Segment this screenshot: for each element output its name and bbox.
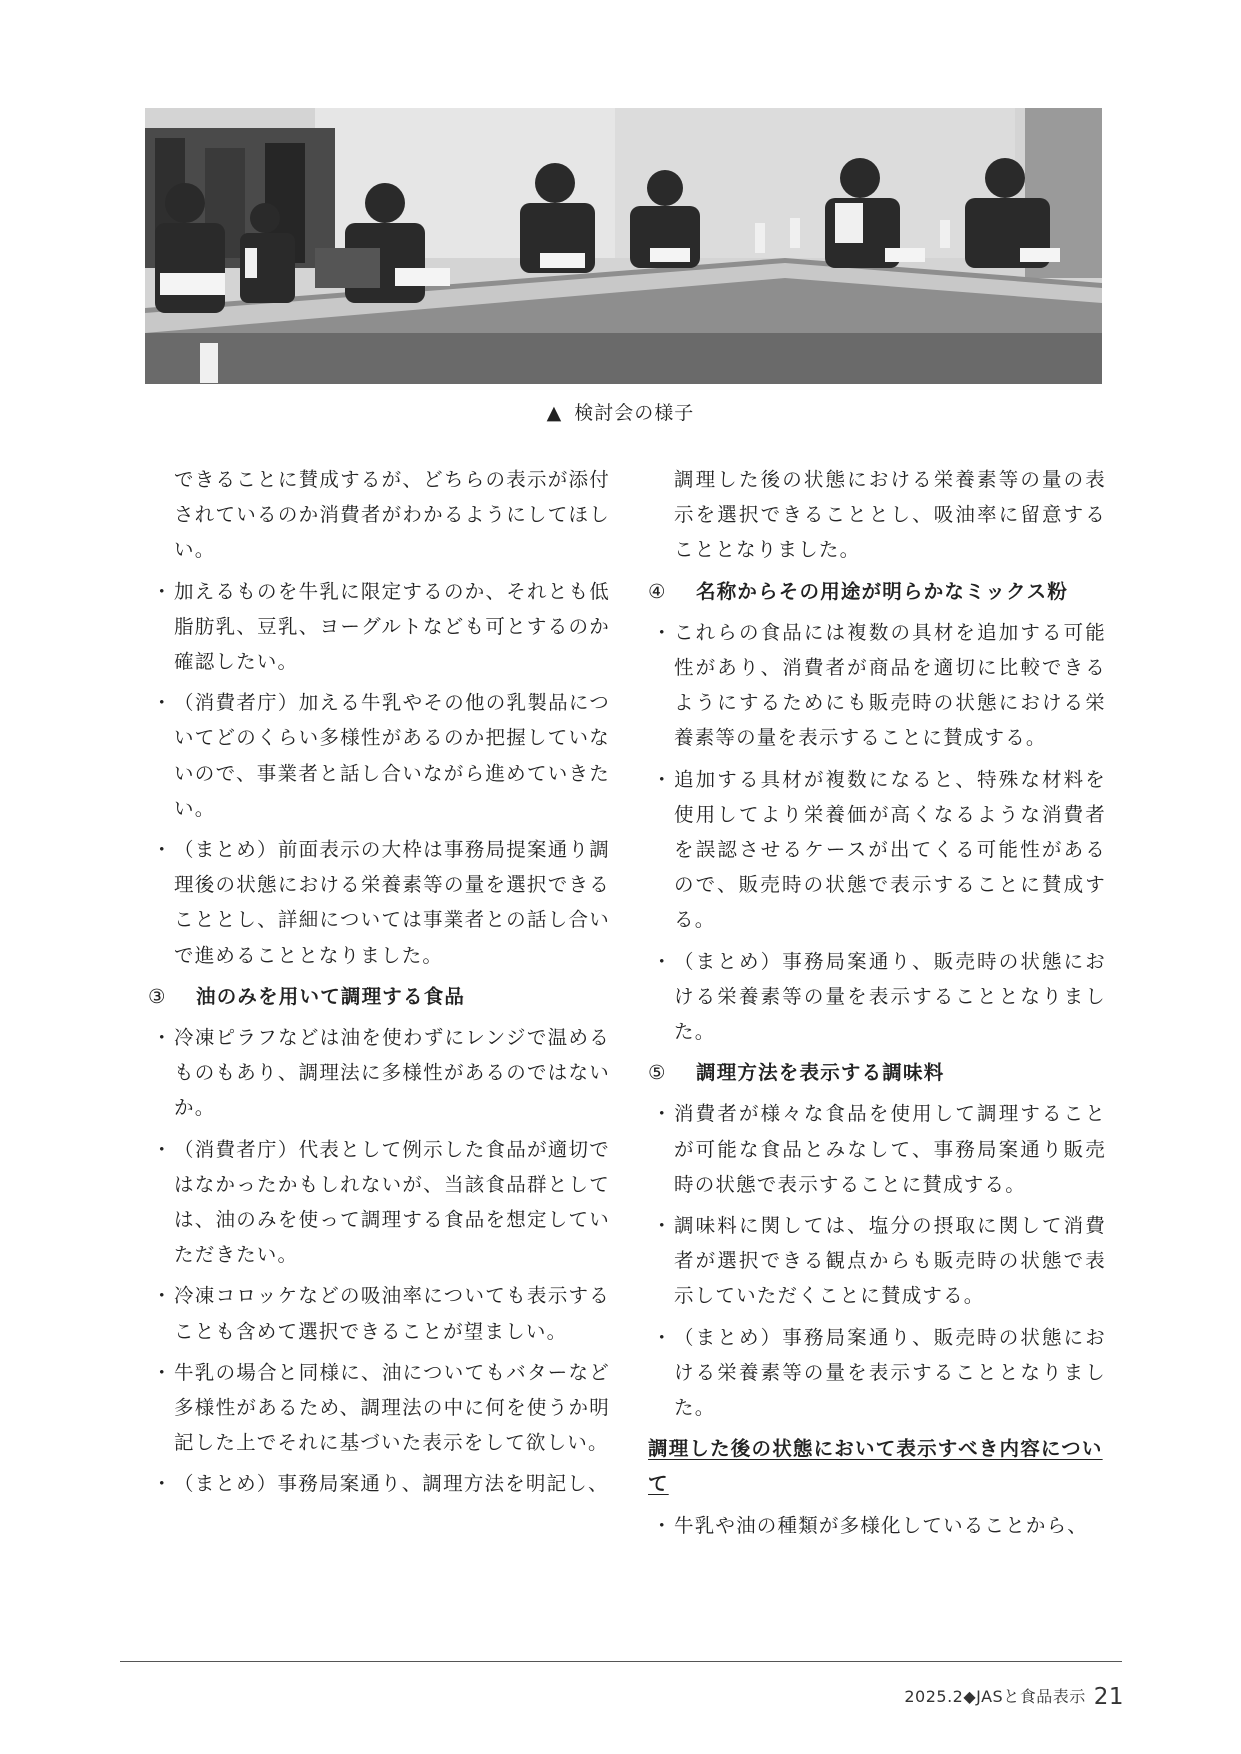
continuation-text: できることに賛成するが、どちらの表示が添付されているのか消費者がわかるようにしてほしい。 [174,468,610,562]
bullet-icon: ・ [152,1360,173,1384]
bullet-icon: ・ [652,620,673,644]
triangle-marker-icon: ▲ [546,402,563,424]
bullet-icon: ・ [152,1284,173,1308]
left-column [142,462,610,1508]
continuation-text: 調理した後の状態における栄養素等の量の表示を選択できることとし、吸油率に留意することとなりました。 [674,468,1106,562]
page-number: 21 [1093,1684,1124,1710]
bullet-icon: ・ [152,1026,173,1050]
bullet-icon: ・ [652,949,673,973]
bullet-icon: ・ [152,1472,173,1496]
right-column [642,462,1106,1549]
list-item: ・ （消費者庁）代表として例示した食品が適切ではなかったかもしれないが、当該食品群としては、油のみを使って調理する食品を想定していただきたい。 [142,1132,610,1273]
issue-label: 2025.2◆JASと食品表示 [904,1687,1086,1706]
list-item: ・ 追加する具材が複数になると、特殊な材料を使用してより栄養価が高くなるような消費者を誤認させるケースが出てくる可能性があるので、販売時の状態で表示することに賛成する。 [642,762,1106,938]
bullet-icon: ・ [652,1325,673,1349]
list-item: ・ 牛乳や油の種類が多様化していることから、 [642,1508,1106,1543]
bullet-icon: ・ [152,579,173,603]
bullet-icon: ・ [152,838,173,862]
underlined-heading: 調理した後の状態において表示すべき内容について [648,1437,1103,1496]
bullet-icon: ・ [152,691,173,715]
list-item: ・ 冷凍コロッケなどの吸油率についても表示することも含めて選択できることが望ましい。 [142,1278,610,1348]
list-item: ・ （まとめ）事務局案通り、調理方法を明記し、 [142,1466,610,1501]
bullet-icon: ・ [652,1513,673,1537]
list-item: ・ 加えるものを牛乳に限定するのか、それとも低脂肪乳、豆乳、ヨーグルトなども可とするのか確認したい。 [142,574,610,680]
meeting-photo [145,108,1102,384]
list-item: ・ （まとめ）前面表示の大枠は事務局提案通り調理後の状態における栄養素等の量を選択できることとし、詳細については事業者との話し合いで進めることとなりました。 [142,832,610,973]
list-item: ・ 消費者が様々な食品を使用して調理することが可能な食品とみなして、事務局案通り販売時の状態で表示することに賛成する。 [642,1096,1106,1202]
caption-text: 検討会の様子 [574,402,695,424]
footer-divider [120,1661,1122,1662]
bullet-icon: ・ [652,767,673,791]
list-item: ・ （消費者庁）加える牛乳やその他の乳製品についてどのくらい多様性があるのか把握していないので、事業者と話し合いながら進めていきたい。 [142,685,610,826]
list-item: ・ （まとめ）事務局案通り、販売時の状態における栄養素等の量を表示することとなりました。 [642,1320,1106,1426]
list-item: ・ これらの食品には複数の具材を追加する可能性があり、消費者が商品を適切に比較できるようにするためにも販売時の状態における栄養素等の量を表示することに賛成する。 [642,615,1106,756]
list-item: ・ 冷凍ピラフなどは油を使わずにレンジで温めるものもあり、調理法に多様性があるのではないか。 [142,1020,610,1126]
section-heading-4: ④ 名称からその用途が明らかなミックス粉 [648,579,1069,603]
section-heading-5: ⑤ 調理方法を表示する調味料 [648,1061,945,1085]
page-footer [904,1684,1124,1710]
bullet-icon: ・ [652,1214,673,1238]
section-heading-3: ③ 油のみを用いて調理する食品 [148,984,466,1008]
bullet-icon: ・ [152,1137,173,1161]
photo-caption [0,398,1241,425]
list-item: ・ （まとめ）事務局案通り、販売時の状態における栄養素等の量を表示することとなりました。 [642,944,1106,1050]
list-item: ・ 牛乳の場合と同様に、油についてもバターなど多様性があるため、調理法の中に何を使うか明記した上でそれに基づいた表示をして欲しい。 [142,1355,610,1461]
bullet-icon: ・ [652,1102,673,1126]
list-item: ・ 調味料に関しては、塩分の摂取に関して消費者が選択できる観点からも販売時の状態で表示していただくことに賛成する。 [642,1208,1106,1314]
